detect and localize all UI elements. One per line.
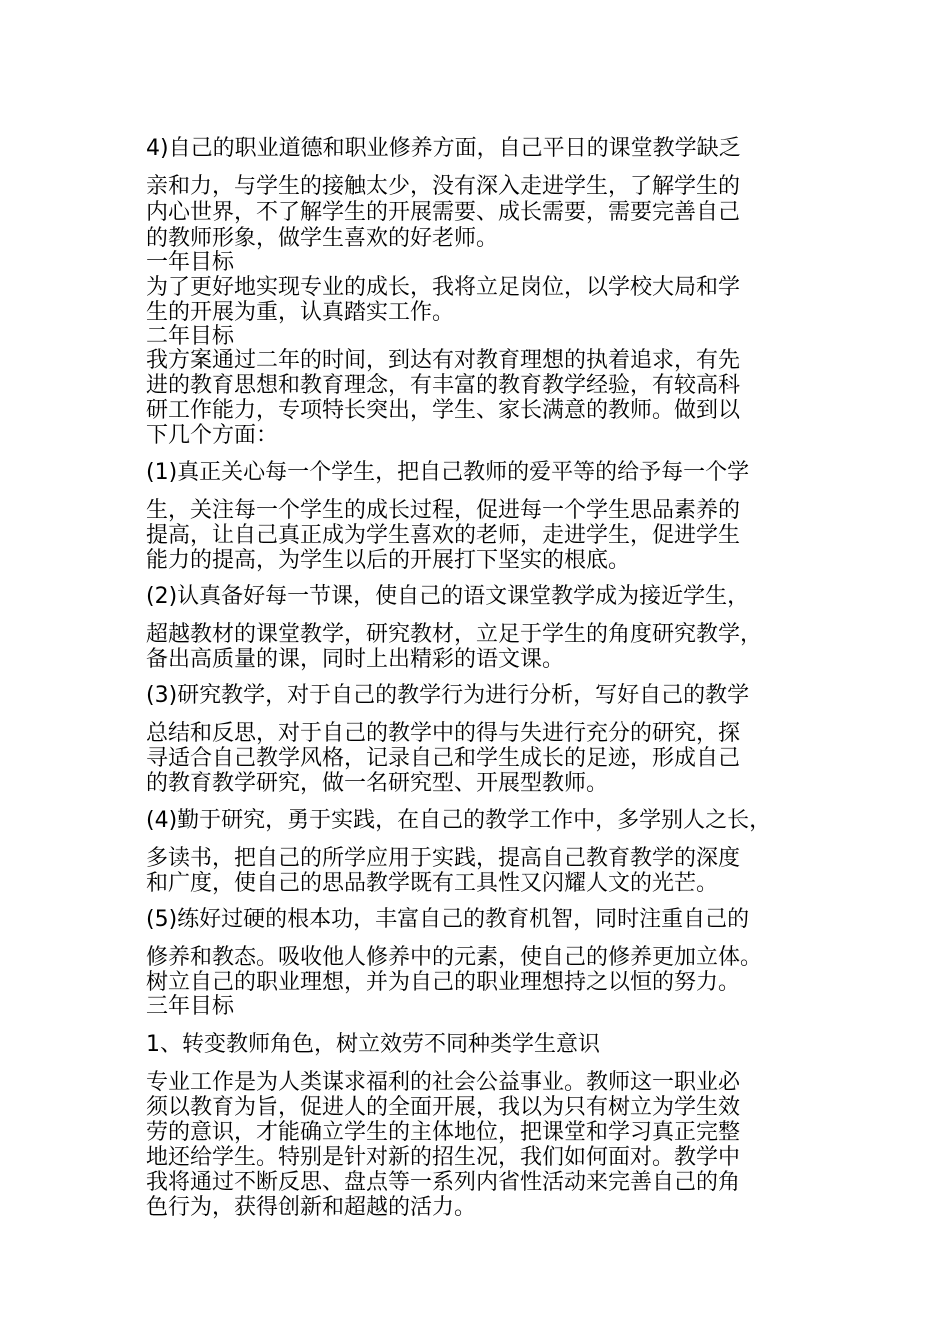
text-line: 总结和反思，对于自己的教学中的得与失进行充分的研究，探 [146,721,741,746]
text-line: 的教育教学研究，做一名研究型、开展型教师。 [146,771,609,796]
text-line: 须以教育为旨，促进人的全面开展，我以为只有树立为学生效 [146,1095,741,1120]
subsection-heading: 1、转变教师角色，树立效劳不同种类学生意识 [146,1032,600,1057]
text-line: 修养和教态。吸收他人修养中的元素，使自己的修养更加立体。 [146,945,763,970]
text-line: 内心世界，不了解学生的开展需要、成长需要，需要完善自己 [146,200,741,225]
section-heading: 一年目标 [146,250,235,275]
text-line: 超越教材的课堂教学，研究教材，立足于学生的角度研究教学， [146,622,763,647]
text-line: (2)认真备好每一节课，使自己的语文课堂教学成为接近学生， [146,584,750,609]
text-line: (5)练好过硬的根本功，丰富自己的教育机智，同时注重自己的 [146,907,750,932]
text-line: 能力的提高，为学生以后的开展打下坚实的根底。 [146,548,631,573]
text-line: (1)真正关心每一个学生，把自己教师的爱平等的给予每一个学 [146,460,750,485]
text-line: 下几个方面： [146,423,279,448]
text-line: 4)自己的职业道德和职业修养方面，自己平日的课堂教学缺乏 [146,136,741,161]
text-line: (4)勤于研究，勇于实践，在自己的教学工作中，多学别人之长， [146,808,772,833]
text-line: 和广度，使自己的思品教学既有工具性又闪耀人文的光芒。 [146,871,719,896]
text-line: 色行为，获得创新和超越的活力。 [146,1195,477,1220]
text-line: 备出高质量的课，同时上出精彩的语文课。 [146,647,565,672]
text-line: 生，关注每一个学生的成长过程，促进每一个学生思品素养的 [146,498,741,523]
text-line: 多读书，把自己的所学应用于实践，提高自己教育教学的深度 [146,846,741,871]
text-line: 寻适合自己教学风格，记录自己和学生成长的足迹，形成自己 [146,746,741,771]
text-line: (3)研究教学，对于自己的教学行为进行分析，写好自己的教学 [146,683,750,708]
text-line: 提高，让自己真正成为学生喜欢的老师，走进学生，促进学生 [146,523,741,548]
text-line: 生的开展为重，认真踏实工作。 [146,300,455,325]
text-line: 的教师形象，做学生喜欢的好老师。 [146,226,499,251]
text-line: 劳的意识，才能确立学生的主体地位，把课堂和学习真正完整 [146,1120,741,1145]
text-line: 我将通过不断反思、盘点等一系列内省性活动来完善自己的角 [146,1170,741,1195]
text-line: 为了更好地实现专业的成长，我将立足岗位，以学校大局和学 [146,275,741,300]
text-line: 进的教育思想和教育理念，有丰富的教育教学经验，有较高科 [146,373,741,398]
text-line: 亲和力，与学生的接触太少，没有深入走进学生，了解学生的 [146,174,741,199]
text-line: 树立自己的职业理想，并为自己的职业理想持之以恒的努力。 [146,970,741,995]
text-line: 专业工作是为人类谋求福利的社会公益事业。教师这一职业必 [146,1070,741,1095]
text-line: 研工作能力，专项特长突出，学生、家长满意的教师。做到以 [146,398,741,423]
section-heading: 二年目标 [146,324,235,349]
section-heading: 三年目标 [146,994,235,1019]
text-line: 地还给学生。特别是针对新的招生况，我们如何面对。教学中 [146,1145,741,1170]
text-line: 我方案通过二年的时间，到达有对教育理想的执着追求，有先 [146,348,741,373]
